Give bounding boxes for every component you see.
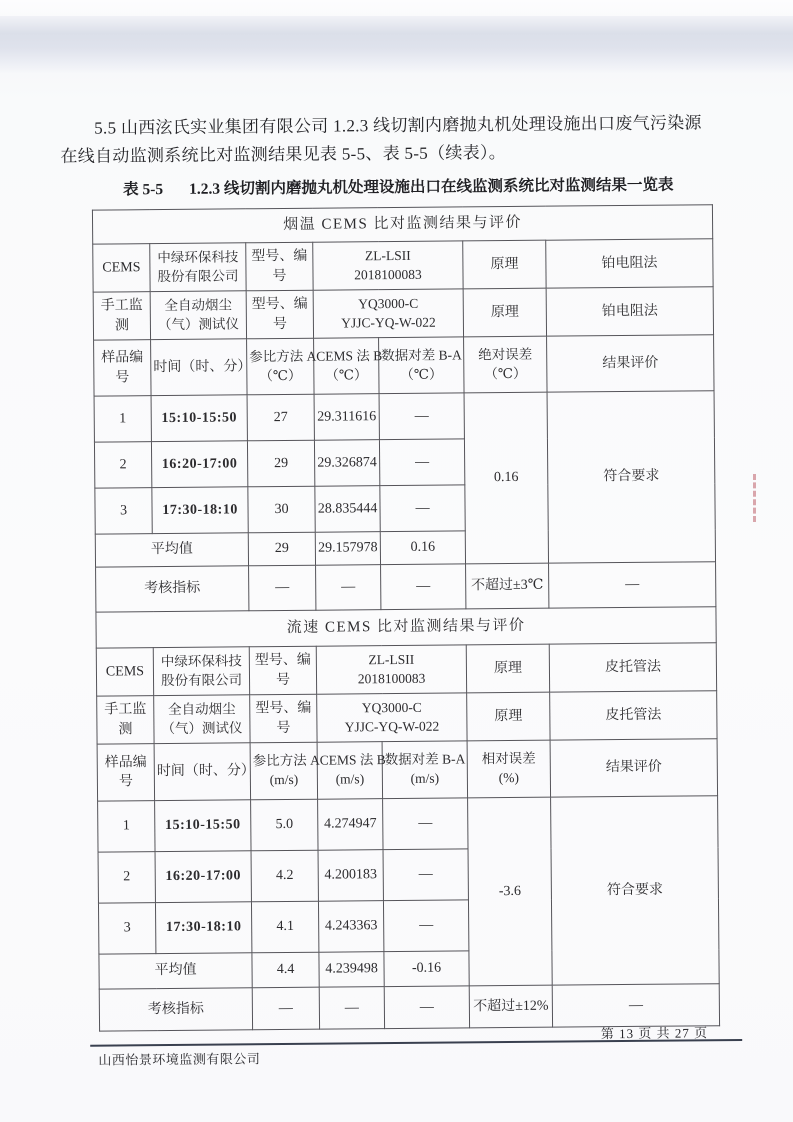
cell-cems-value: 4.243363 [318,901,383,953]
cell-average-ref: 29 [248,532,315,566]
cell-sample-no: 2 [94,442,151,488]
cell-assessment-criterion: 不超过±3℃ [466,563,549,609]
cell-assessment-ref: — [252,987,319,1030]
col-header-cems [317,742,386,800]
cell-principle-value: 铂电阻法 [546,239,713,288]
col-header-result: 结果评价 [547,335,715,392]
cell-sample-no: 1 [94,396,151,442]
cell-average-diff: 0.16 [380,531,465,565]
col-header-time: 时间（时、分） [154,743,250,801]
col-header-cems [314,338,383,395]
col-header-unit: （℃） [484,365,527,381]
cell-cems-device: 中绿环保科技股份有限公司 [150,243,246,292]
col-header-unit: (%) [498,770,520,786]
cell-cems-value: 28.835444 [315,486,380,533]
cell-sample-no: 1 [98,801,155,852]
cell-diff-value: — [383,900,468,952]
col-header-line: 数据对差 B-A [384,751,466,768]
cell-principle-value: 铂电阻法 [546,287,713,336]
cell-ref-value: 27 [247,394,314,441]
cell-assessment-result: — [552,984,719,1027]
model-line1: ZL-LSII [364,247,411,264]
cell-assessment-cems: — [319,987,384,1030]
col-header-unit: （℃） [400,366,443,382]
cell-merged-result: 符合要求 [551,796,720,985]
cell-cems-value: 29.311616 [314,394,379,441]
cell-assessment-cems: — [316,565,381,611]
section2-title: 流速 CEMS 比对监测结果与评价 [96,607,716,648]
table-caption [67,172,730,200]
cell-model-value [313,289,463,338]
cell-assessment-diff: — [381,564,466,610]
cell-merged-error: 0.16 [464,392,548,564]
section1-title-row [92,205,712,244]
cell-merged-error: -3.6 [468,797,553,986]
model-line2: YJJC-YQ-W-022 [344,718,440,735]
cell-time: 17:30-18:10 [152,487,248,534]
col-header-unit: （℃） [325,366,368,383]
cell-cems-value: 4.200183 [318,850,383,902]
page-footer [90,1025,742,1069]
col-header-error [467,740,550,798]
table-caption-text: 1.2.3 线切割内磨抛丸机处理设施出口在线监测系统比对监测结果一览表 [189,176,674,198]
cell-average-label: 平均值 [99,953,252,989]
model-line2: YJJC-YQ-W-022 [341,314,436,331]
model-line1: YQ3000-C [358,295,419,312]
col-header-ref [250,742,320,800]
cell-sample-no: 3 [95,488,152,534]
col-header-line: 数据对差 B-A [381,347,462,364]
table-caption-label: 表 5-5 [122,181,164,199]
col-header-line: 参比方法 A [252,753,320,769]
col-header-line: 绝对误差 [478,346,533,363]
section2-cems-info-row [96,643,716,696]
cell-assessment-diff: — [384,986,469,1029]
col-header-unit: （℃） [259,367,302,383]
footer-company: 山西怡景环境监测有限公司 [98,1051,261,1068]
cell-model-label: 型号、编号 [249,646,316,695]
table-row [98,796,718,852]
footer-page-number: 第 13 页 共 27 页 [600,1025,709,1042]
cell-model-label: 型号、编号 [250,694,317,743]
model-line1: ZL-LSII [368,651,415,668]
assessment-row [96,562,716,612]
section2-title-row [96,607,716,648]
cell-diff-value: — [379,393,464,440]
cell-assessment-result: — [549,562,716,608]
col-header-line: 参比方法 A [249,348,317,365]
table-row [94,391,714,442]
cell-average-ref: 4.4 [252,952,319,988]
col-header-line: CEMS 法 B [316,348,383,364]
cell-model-value [313,241,463,290]
cell-ref-value: 4.2 [251,850,318,902]
cell-diff-value: — [379,439,464,486]
col-header-sample: 样品编号 [94,340,151,396]
cell-cems-device: 中绿环保科技股份有限公司 [153,647,249,696]
cell-average-cems: 4.239498 [319,952,384,988]
cell-manual-device: 全自动烟尘（气）测试仪 [150,291,246,340]
cell-principle-label: 原理 [467,692,550,741]
col-header-diff [379,337,464,394]
cell-merged-result: 符合要求 [547,391,716,563]
section1-manual-info-row [93,287,713,340]
col-header-ref [247,338,317,395]
cell-assessment-criterion: 不超过±12% [469,985,552,1028]
col-header-sample: 样品编号 [97,744,154,801]
cell-cems-value: 29.326874 [314,440,379,487]
cell-principle-value: 皮托管法 [549,643,716,692]
col-header-diff [382,741,467,799]
cell-model-label: 型号、编号 [246,290,313,339]
cell-manual-label: 手工监测 [97,696,154,744]
section1-column-header-row [94,335,715,396]
cell-time: 15:10-15:50 [155,800,251,852]
cell-average-cems: 29.157978 [315,532,380,566]
cell-diff-value: — [380,485,465,532]
cell-diff-value: — [383,798,468,850]
cell-assessment-label: 考核指标 [96,566,249,612]
intro-paragraph: 5.5 山西泫氏实业集团有限公司 1.2.3 线切割内磨抛丸机处理设施出口废气污染源在线自动监测系统比对监测结果见表 5-5、表 5-5（续表）。 [60,113,702,166]
cell-time: 16:20-17:00 [155,851,251,903]
cell-ref-value: 30 [248,486,315,533]
cell-average-label: 平均值 [95,533,248,567]
cell-principle-label: 原理 [466,644,549,693]
cell-ref-value: 29 [247,440,314,487]
col-header-unit: (m/s) [410,770,440,786]
cell-sample-no: 2 [98,852,155,903]
cell-cems-value: 4.274947 [318,799,383,851]
cell-average-diff: -0.16 [384,951,469,987]
col-header-unit: (m/s) [335,771,365,787]
section1-cems-info-row [93,239,713,292]
cell-model-label: 型号、编号 [246,242,313,291]
cell-cems-label: CEMS [96,648,153,696]
col-header-unit: (m/s) [269,771,299,788]
col-header-result: 结果评价 [550,739,718,797]
cell-time: 17:30-18:10 [155,902,251,954]
cell-ref-value: 4.1 [251,901,318,953]
cell-assessment-label: 考核指标 [99,988,252,1031]
comparison-results-table [92,204,720,1031]
col-header-line: CEMS 法 B [319,752,386,769]
cell-principle-label: 原理 [463,288,546,337]
cell-ref-value: 5.0 [251,799,318,851]
cell-assessment-ref: — [249,565,316,611]
cell-model-value [316,645,466,694]
cell-manual-device: 全自动烟尘（气）测试仪 [154,695,250,744]
model-line2: 2018100083 [357,670,426,686]
cell-diff-value: — [383,849,468,901]
cell-manual-label: 手工监测 [93,292,150,340]
model-line2: 2018100083 [354,266,422,282]
cell-model-value [317,693,467,742]
col-header-error [464,336,547,393]
section2-column-header-row [97,739,718,801]
cell-sample-no: 3 [98,903,155,954]
col-header-line: 相对误差 [481,751,536,767]
cell-cems-label: CEMS [93,244,150,292]
col-header-time: 时间（时、分） [151,339,247,396]
section1-title: 烟温 CEMS 比对监测结果与评价 [92,205,712,244]
cell-principle-label: 原理 [463,240,546,289]
cell-principle-value: 皮托管法 [550,691,717,740]
cell-time: 16:20-17:00 [151,441,247,488]
section2-manual-info-row [97,691,717,744]
model-line1: YQ3000-C [361,699,422,716]
cell-time: 15:10-15:50 [151,395,247,442]
